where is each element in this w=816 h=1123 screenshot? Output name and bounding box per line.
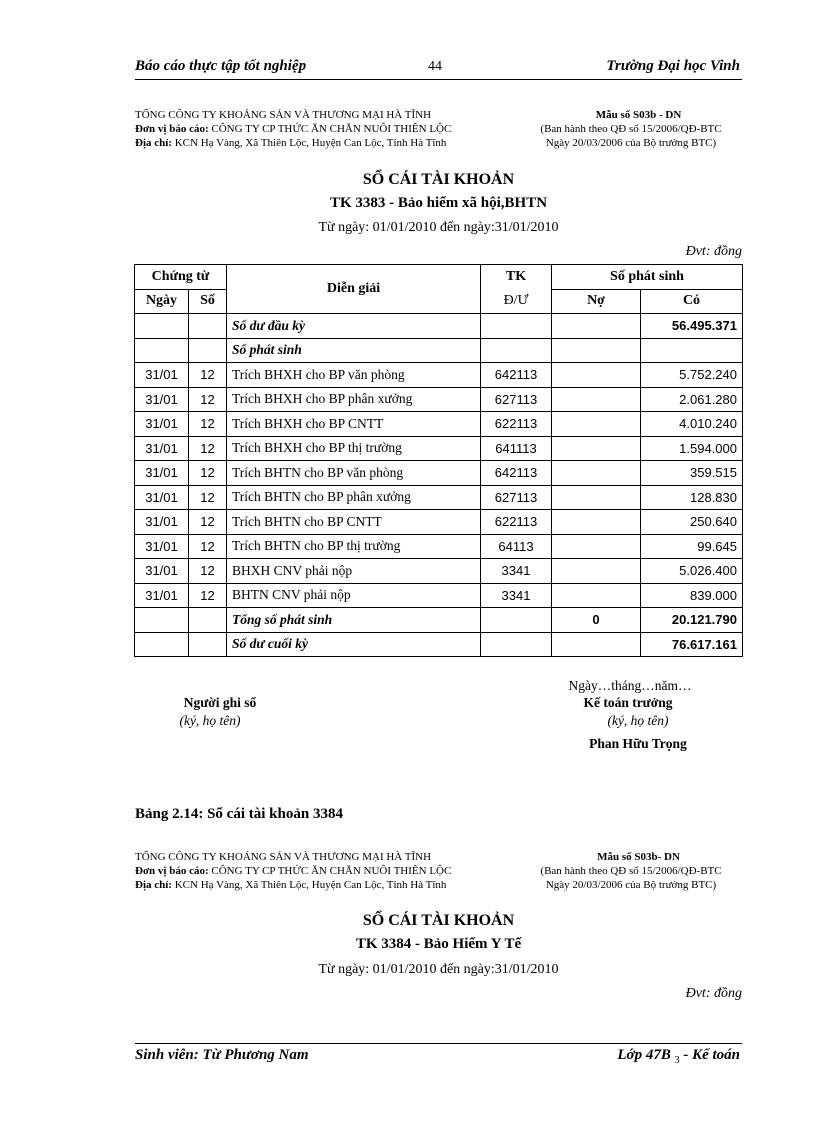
closing-balance-row — [135, 632, 743, 657]
entry-number: 12 — [189, 363, 227, 388]
ledger-row — [135, 436, 743, 461]
entry-debit — [552, 412, 641, 437]
entry-description: Trích BHTN cho BP phân xưởng — [227, 485, 481, 510]
entry-description: Trích BHXH cho BP phân xưởng — [227, 387, 481, 412]
entry-debit — [552, 363, 641, 388]
form-date-2: Ngày 20/03/2006 của Bộ trưởng BTC) — [545, 879, 717, 891]
recorder-title: Người ghi sổ — [183, 695, 257, 710]
entry-day: 31/01 — [135, 363, 189, 388]
entry-number: 12 — [189, 412, 227, 437]
entry-day: 31/01 — [135, 461, 189, 486]
col-debit: Nợ — [552, 289, 641, 314]
total-label: Tổng số phát sinh — [227, 608, 481, 633]
opening-credit: 56.495.371 — [641, 314, 743, 339]
ledger-row — [135, 461, 743, 486]
entry-number: 12 — [189, 461, 227, 486]
ledger-row — [135, 559, 743, 584]
address-value: KCN Hạ Vàng, Xã Thiên Lộc, Huyện Can Lộc, Tỉnh Hà Tĩnh — [174, 879, 447, 891]
entry-account: 3341 — [481, 559, 552, 584]
entry-description: Trích BHXH cho BP thị trường — [227, 436, 481, 461]
entry-description: BHXH CNV phải nộp — [227, 559, 481, 584]
closing-credit: 76.617.161 — [641, 632, 743, 657]
unit-note-1: Đvt: đồng — [685, 244, 742, 259]
entry-description: Trích BHTN cho BP văn phòng — [227, 461, 481, 486]
ledger-row — [135, 387, 743, 412]
entry-account: 622113 — [481, 412, 552, 437]
col-account: TK — [481, 265, 552, 290]
entry-credit: 5.752.240 — [641, 363, 743, 388]
account-name: - Bảo Hiểm Y Tế — [415, 936, 522, 952]
form-issued-2: (Ban hành theo QĐ số 15/2006/QĐ-BTC — [540, 865, 722, 877]
account-heading-1 — [135, 195, 742, 212]
col-voucher: Chứng từ — [135, 265, 227, 290]
address-label: Địa chỉ: — [135, 137, 172, 149]
total-credit: 20.121.790 — [641, 608, 743, 633]
entry-number: 12 — [189, 510, 227, 535]
company-line-1: TỔNG CÔNG TY KHOÁNG SẢN VÀ THƯƠNG MẠI HÀ TĨNH — [135, 109, 432, 121]
entry-credit: 1.594.000 — [641, 436, 743, 461]
page-footer-left: Sinh viên: Từ Phương Nam — [135, 1047, 309, 1063]
date-range-1: Từ ngày: 01/01/2010 đến ngày:31/01/2010 — [318, 220, 559, 235]
entry-credit: 128.830 — [641, 485, 743, 510]
entry-description: Trích BHXH cho BP văn phòng — [227, 363, 481, 388]
entry-number: 12 — [189, 387, 227, 412]
entry-number: 12 — [189, 534, 227, 559]
report-unit-label: Đơn vị báo cáo: — [135, 865, 209, 877]
ledger-row — [135, 412, 743, 437]
entry-number: 12 — [189, 583, 227, 608]
entry-debit — [552, 583, 641, 608]
footer-class-sub: 3 — [674, 1055, 680, 1066]
entry-credit: 839.000 — [641, 583, 743, 608]
arising-label: Số phát sinh — [227, 338, 481, 363]
entry-credit: 4.010.240 — [641, 412, 743, 437]
page-footer-right — [617, 1047, 740, 1066]
ledger-row — [135, 510, 743, 535]
form-date-1: Ngày 20/03/2006 của Bộ trưởng BTC) — [545, 137, 717, 149]
ledger-title-2: SỔ CÁI TÀI KHOẢN — [362, 912, 515, 929]
ledger-table — [134, 264, 743, 657]
date-range-2: Từ ngày: 01/01/2010 đến ngày:31/01/2010 — [318, 962, 559, 977]
entry-debit — [552, 436, 641, 461]
opening-balance-row — [135, 314, 743, 339]
entry-credit: 2.061.280 — [641, 387, 743, 412]
footer-class: Lớp 47B — [617, 1047, 671, 1063]
entry-number: 12 — [189, 436, 227, 461]
col-amount: Số phát sinh — [552, 265, 743, 290]
entry-account: 627113 — [481, 485, 552, 510]
form-number-1: Mẫu số S03b - DN — [595, 109, 682, 121]
entry-day: 31/01 — [135, 559, 189, 584]
unit-note-2: Đvt: đồng — [685, 986, 742, 1001]
page-header-left: Báo cáo thực tập tốt nghiệp — [135, 58, 307, 74]
entry-day: 31/01 — [135, 436, 189, 461]
account-heading-2 — [135, 936, 742, 953]
entry-account: 641113 — [481, 436, 552, 461]
entry-debit — [552, 534, 641, 559]
entry-description: Trích BHTN cho BP thị trường — [227, 534, 481, 559]
entry-debit — [552, 485, 641, 510]
entry-account: 642113 — [481, 363, 552, 388]
address-1 — [135, 137, 446, 150]
account-name: - Bảo hiểm xã hội,BHTN — [389, 195, 548, 211]
entry-account: 64113 — [481, 534, 552, 559]
account-code: TK 3383 — [329, 195, 386, 211]
address-2 — [135, 879, 446, 892]
report-unit-2 — [135, 865, 451, 878]
chief-accountant-name: Phan Hữu Trọng — [589, 736, 687, 751]
entry-number: 12 — [189, 485, 227, 510]
report-unit-1 — [135, 123, 451, 136]
entry-credit: 250.640 — [641, 510, 743, 535]
signature-date: Ngày…tháng…năm… — [568, 678, 692, 693]
entry-credit: 359.515 — [641, 461, 743, 486]
account-code: TK 3384 — [355, 936, 412, 952]
chief-accountant-title: Kế toán trưởng — [583, 695, 673, 710]
report-unit-label: Đơn vị báo cáo: — [135, 123, 209, 135]
entry-debit — [552, 559, 641, 584]
footer-rule — [135, 1043, 742, 1044]
entry-description: Trích BHXH cho BP CNTT — [227, 412, 481, 437]
report-unit-value: CÔNG TY CP THỨC ĂN CHĂN NUÔI THIÊN LỘC — [211, 865, 452, 877]
total-row — [135, 608, 743, 633]
ledger-title-1: SỔ CÁI TÀI KHOẢN — [362, 171, 515, 188]
closing-label: Số dư cuối kỳ — [227, 632, 481, 657]
report-unit-value: CÔNG TY CP THỨC ĂN CHĂN NUÔI THIÊN LỘC — [211, 123, 452, 135]
col-account-sub: Đ/Ư — [481, 289, 552, 314]
entry-debit — [552, 510, 641, 535]
footer-major: - Kế toán — [683, 1047, 740, 1063]
address-value: KCN Hạ Vàng, Xã Thiên Lộc, Huyện Can Lộc, Tỉnh Hà Tĩnh — [174, 137, 447, 149]
entry-day: 31/01 — [135, 485, 189, 510]
address-label: Địa chỉ: — [135, 879, 172, 891]
entry-description: BHTN CNV phải nộp — [227, 583, 481, 608]
col-credit: Có — [641, 289, 743, 314]
entry-day: 31/01 — [135, 583, 189, 608]
form-number-2: Mẫu số S03b- DN — [597, 851, 680, 863]
ledger-row — [135, 363, 743, 388]
entry-account: 627113 — [481, 387, 552, 412]
entry-day: 31/01 — [135, 534, 189, 559]
chief-accountant-note: (ký, họ tên) — [607, 713, 669, 728]
header-rule — [135, 79, 742, 80]
entry-day: 31/01 — [135, 412, 189, 437]
total-debit: 0 — [552, 608, 641, 633]
entry-account: 642113 — [481, 461, 552, 486]
entry-description: Trích BHTN cho BP CNTT — [227, 510, 481, 535]
opening-label: Số dư đầu kỳ — [227, 314, 481, 339]
col-number: Số — [189, 289, 227, 314]
entry-credit: 99.645 — [641, 534, 743, 559]
ledger-row — [135, 583, 743, 608]
page-header-right: Trường Đại học Vinh — [606, 58, 740, 74]
form-issued-1: (Ban hành theo QĐ số 15/2006/QĐ-BTC — [540, 123, 722, 135]
ledger-row — [135, 534, 743, 559]
entry-credit: 5.026.400 — [641, 559, 743, 584]
entry-day: 31/01 — [135, 387, 189, 412]
entry-account: 3341 — [481, 583, 552, 608]
col-day: Ngày — [135, 289, 189, 314]
page-number: 44 — [428, 59, 442, 74]
entry-day: 31/01 — [135, 510, 189, 535]
entry-account: 622113 — [481, 510, 552, 535]
entry-debit — [552, 387, 641, 412]
recorder-note: (ký, họ tên) — [179, 713, 241, 728]
arising-header-row — [135, 338, 743, 363]
entry-number: 12 — [189, 559, 227, 584]
entry-debit — [552, 461, 641, 486]
table-caption: Bảng 2.14: Sổ cái tài khoản 3384 — [135, 806, 343, 822]
col-description: Diễn giải — [227, 265, 481, 314]
company-line-2: TỔNG CÔNG TY KHOÁNG SẢN VÀ THƯƠNG MẠI HÀ TĨNH — [135, 851, 432, 863]
ledger-row — [135, 485, 743, 510]
